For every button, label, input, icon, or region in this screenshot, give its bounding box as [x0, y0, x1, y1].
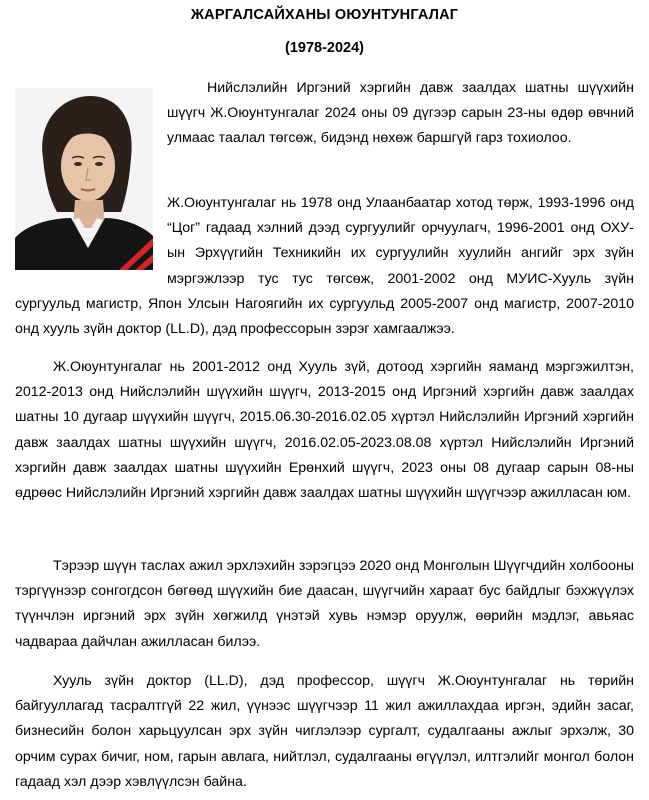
life-years: (1978-2024): [285, 40, 364, 56]
paragraph-association: Тэрээр шүүн таслах ажил эрхлэхийн зэрэгцээ 2020 онд Монголын Шүүгчдийн холбооны тэргүүнээр сонгогдсон бөгөөд шүүхийн бие даасан, шүүгчийн хараат бус байдлыг бэхжүүлэх түүнчлэн иргэний эрх зүйн хөгжилд үнэтэй хувь нэмэр оруулж, өөрийн мэдлэг, авьяас чадвараа дайчлан ажилласан билээ.: [15, 558, 634, 650]
paragraph-education: Ж.Оюунтунгалаг нь 1978 онд Улаанбаатар хотод төрж, 1993-1996 онд “Цог” гадаад хэлний дээд сургуулийг орчуулагч, 1996-2001 онд ОХУ-ын Эрхүүгийн Техникийн их сургуулийн хуулийн ангийг эрх зүйн мэргэжлээр тус тус төгсөж, 2001-2002 онд МУИС-Хууль зүйн сургуульд магистр, Япон Улсын Нагоягийн их сургуульд 2005-2007 онд магистр, 2007-2010 онд хууль зүйн доктор (LL.D), дэд профессорын зэрэг хамгаалжээ.: [15, 195, 634, 338]
paragraph-career: Ж.Оюунтунгалаг нь 2001-2012 онд Хууль зүй, дотоод хэргийн яаманд мэргэжилтэн, 2012-2013 онд Нийслэлийн шүүхийн шүүгч, 2013-2015 онд Иргэний хэргийн давж заалдах шатны 10 дугаар шүүхийн шүүгч, 2015.06.30-2016.02.05 хүртэл Нийслэлийн Иргэний хэргийн давж заалдах шатны шүүхийн шүүгч, 2016.02.05-2023.08.08 хүртэл Нийслэлийн Иргэний хэргийн давж заалдах шатны шүүхийн Ерөнхий шүүгч, 2023 оны 08 дугаар сарын 08-ны өдрөөс Нийслэлийн Иргэний хэргийн давж заалдах шатны шүүхийн шүүгчээр ажилласан юм.: [15, 359, 634, 502]
paragraph-achievements: Хууль зүйн доктор (LL.D), дэд профессор, шүүгч Ж.Оюунтунгалаг нь төрийн байгууллагад тасралтгүй 22 жил, үүнээс шүүгчээр 11 жил ажиллахдаа иргэн, эдийн засаг, бизнесийн болон харьцуулсан эрх зүйн чиглэлээр сургалт, судалгааны ажлыг эрхэлж, 30 орчим сурах бичиг, ном, гарын авлага, нийтлэл, судалгааны өгүүлэл, илтгэлийг монгол болон гадаад хэл дээр хэвлүүлсэн байна.: [15, 673, 634, 790]
memorial-title: ЖАРГАЛСАЙХАНЫ ОЮУНТУНГАЛАГ: [190, 7, 459, 23]
paragraph-death-notice: Нийслэлийн Иргэний хэргийн давж заалдах шатны шүүхийн шүүгч Ж.Оюунтунгалаг 2024 оны 09 дүгээр сарын 23-ны өдөр өвчний улмаас таалал төгсөж, бидэнд нөхөж баршгүй гарз тохиолоо.: [167, 80, 634, 147]
